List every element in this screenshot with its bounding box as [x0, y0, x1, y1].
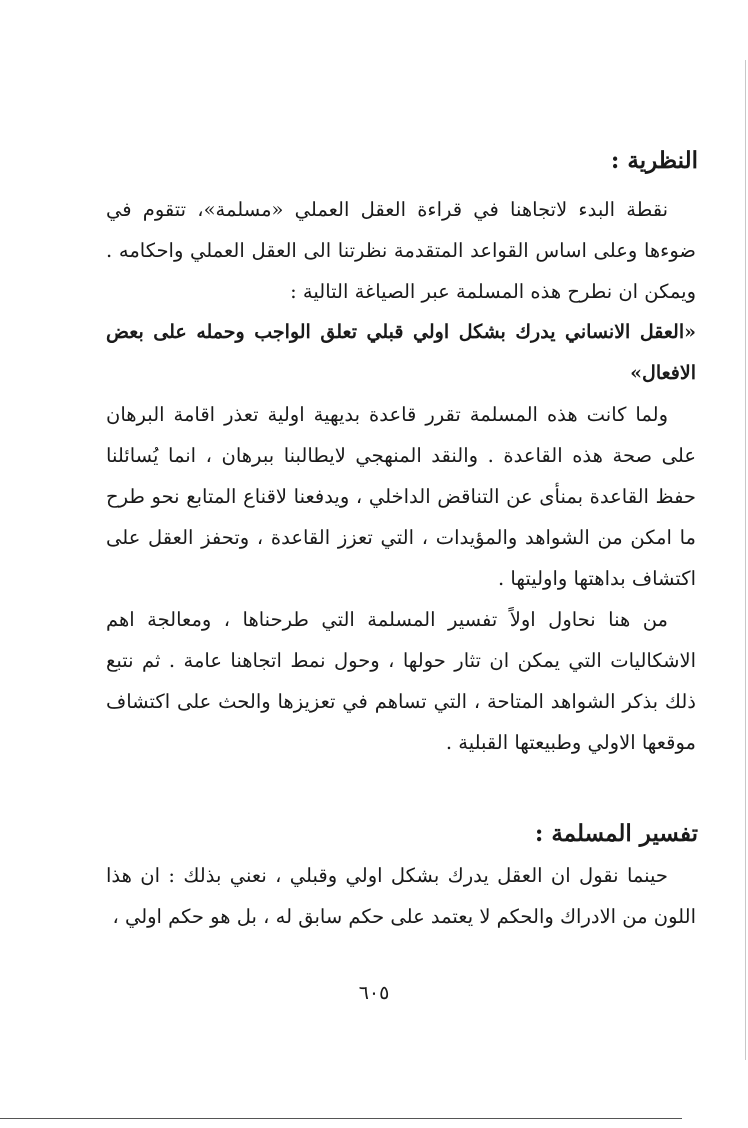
bottom-rule-line: [0, 1118, 682, 1119]
section-heading-axiom-explanation: تفسير المسلمة :: [534, 820, 698, 847]
page-number: ٦٠٥: [358, 982, 390, 1004]
scan-edge-line: [745, 60, 746, 1060]
paragraph-starting-point: نقطة البدء لاتجاهنا في قراءة العقل العملي «مسلمة»، تتقوم في ضوءها وعلى اساس القواعد المتقدمة نظرتنا الى العقل العملي واحكامه . ويمكن ان نطرح هذه المسلمة عبر الصياغة التالية :: [106, 198, 696, 303]
paragraph-plan: من هنا نحاول اولاً تفسير المسلمة التي طرحناها ، ومعالجة اهم الاشكاليات التي يمكن ان تثار حولها ، وحول نمط اتجاهنا عامة . ثم نتبع ذلك بذكر الشواهد المتاحة ، التي تساهم في تعزيزها والحث على اكتشاف موقعها الاولي وطبيعتها القبلية .: [106, 608, 696, 754]
section-heading-theory: النظرية :: [610, 147, 698, 174]
explanation-text-block: [106, 855, 696, 937]
axiom-quote: «العقل الانساني يدرك بشكل اولي قبلي تعلق الواجب وحمله على بعض الافعال»: [106, 321, 696, 384]
paragraph-axiom-basis: ولما كانت هذه المسلمة تقرر قاعدة بديهية اولية تعذر اقامة البرهان على صحة هذه القاعدة . والنقد المنهجي لايطالبنا ببرهان ، انما يُسائلنا حفظ القاعدة بمنأى عن التناقض الداخلي ، ويدفعنا لاقناع المتابع نحو طرح ما امكن من الشواهد والمؤيدات ، التي تعزز القاعدة ، وتحفز العقل على اكتشاف بداهتها واوليتها .: [106, 403, 696, 590]
theory-text-block: [106, 189, 696, 763]
paragraph-explanation: حينما نقول ان العقل يدرك بشكل اولي وقبلي ، نعني بذلك : ان هذا اللون من الادراك والحكم لا يعتمد على حكم سابق له ، بل هو حكم اولي ،: [106, 864, 696, 928]
